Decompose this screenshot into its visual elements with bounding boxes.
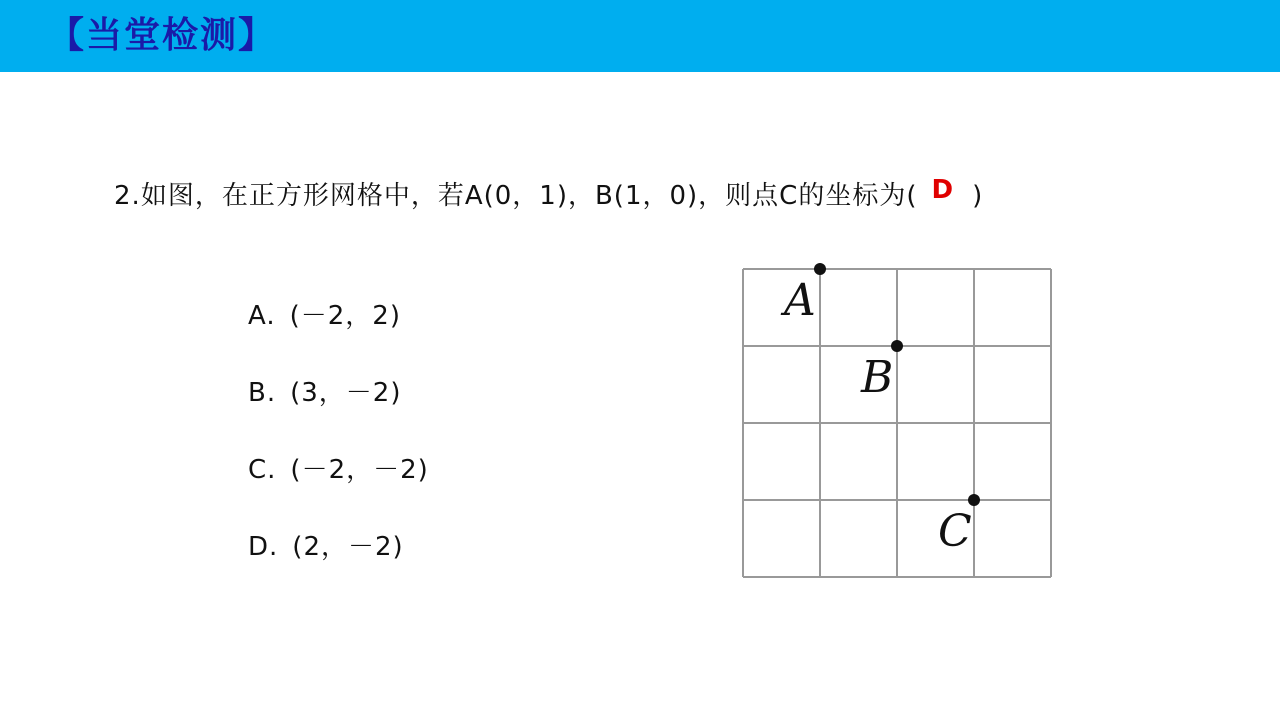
option-c[interactable] [248, 452, 429, 488]
point-b-dot [891, 340, 903, 352]
question-body: 如图，在正方形网格中，若A(0，1)，B(1，0)，则点C的坐标为( [140, 181, 918, 211]
question-text [114, 176, 983, 216]
page-title: 【当堂检测】 [48, 15, 277, 56]
point-b-label: B [861, 352, 894, 403]
option-a[interactable] [248, 298, 401, 334]
option-label: B. [248, 378, 277, 408]
option-value: (3，－2) [290, 378, 402, 408]
point-c-dot [968, 494, 980, 506]
option-label: A. [248, 301, 276, 331]
question-number: 2. [114, 181, 141, 211]
point-a-dot [814, 263, 826, 275]
option-value: (2，－2) [292, 532, 404, 562]
grid-figure [730, 255, 1070, 595]
answer-mark: D [931, 175, 955, 205]
option-label: C. [248, 455, 277, 485]
option-d[interactable] [248, 529, 404, 565]
question-close-paren: ) [972, 181, 984, 211]
option-label: D. [248, 532, 279, 562]
option-value: (－2，2) [289, 301, 401, 331]
point-c-label: C [938, 506, 972, 557]
option-value: (－2，－2) [290, 455, 429, 485]
option-b[interactable] [248, 375, 401, 411]
point-a-label: A [784, 275, 816, 326]
